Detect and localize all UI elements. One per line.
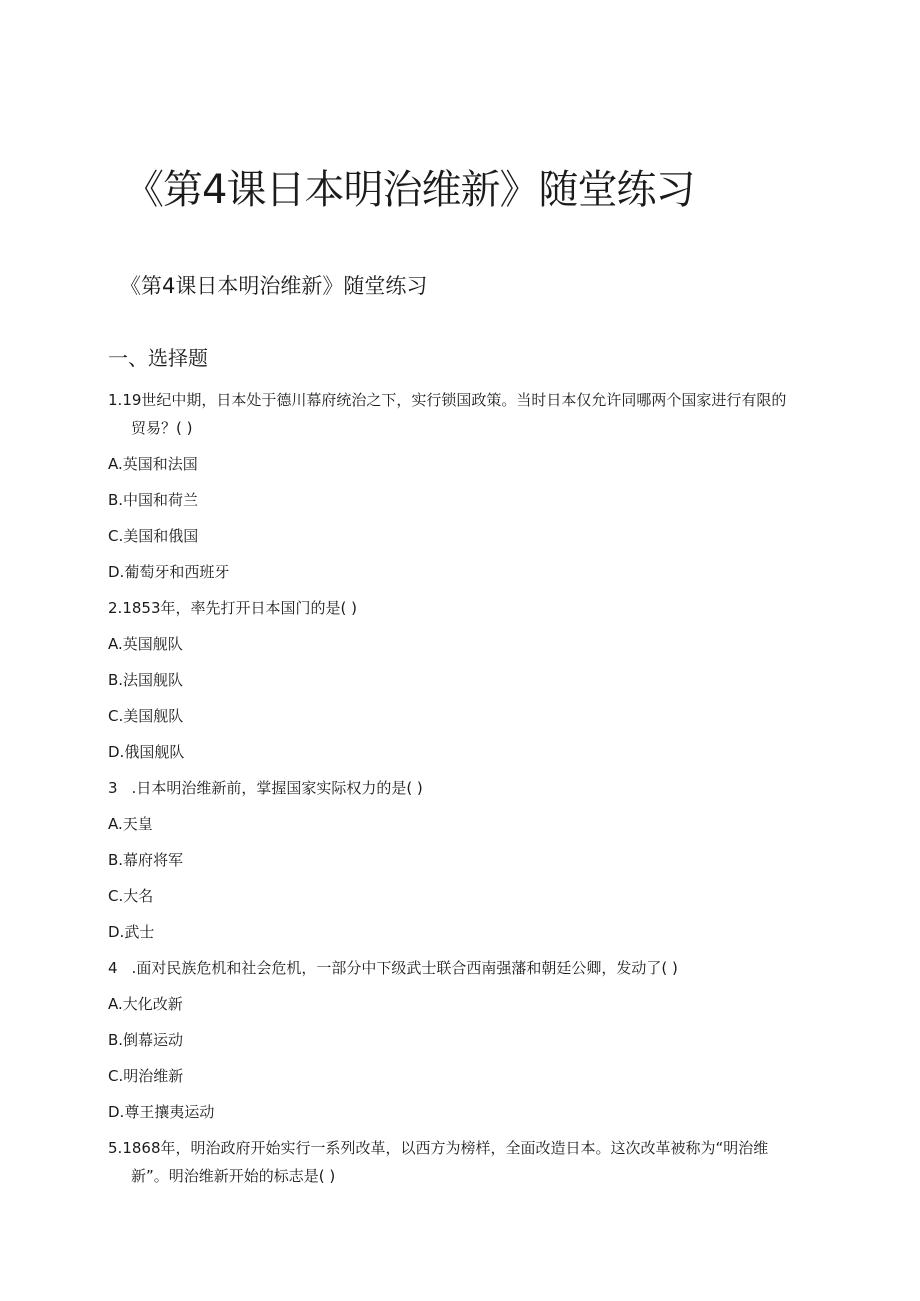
question-number: 2.	[108, 599, 123, 617]
option-c: C.大名	[108, 887, 154, 905]
question-stem	[108, 594, 828, 622]
option-c: C.美国和俄国	[108, 527, 199, 545]
option-a: A.天皇	[108, 815, 153, 833]
question-1	[108, 386, 828, 586]
option-a: A.英国舰队	[108, 635, 183, 653]
option-d: D.尊王攘夷运动	[108, 1103, 215, 1121]
question-4	[108, 954, 828, 1126]
question-stem	[108, 954, 828, 982]
sub-title: 《第4课日本明治维新》随堂练习	[120, 274, 428, 298]
question-text-line2: 新”。明治维新开始的标志是( )	[131, 1167, 336, 1185]
question-3	[108, 774, 828, 946]
question-text-line1: .日本明治维新前，掌握国家实际权力的是( )	[131, 779, 423, 797]
question-text-line1: 1868年，明治政府开始实行一系列改革，以西方为榜样，全面改造日本。这次改革被称为“明治维	[122, 1139, 769, 1157]
section-heading: 一、选择题	[108, 346, 208, 370]
option-a: A.大化改新	[108, 995, 183, 1013]
question-5	[108, 1134, 828, 1190]
option-d: D.葡萄牙和西班牙	[108, 563, 230, 581]
question-text-line1: 19世纪中期，日本处于德川幕府统治之下，实行锁国政策。当时日本仅允许同哪两个国家进行有限的	[122, 391, 787, 409]
question-stem	[108, 1134, 828, 1190]
question-text-line1: 1853年，率先打开日本国门的是( )	[122, 599, 357, 617]
question-text-line1: .面对民族危机和社会危机，一部分中下级武士联合西南强藩和朝廷公卿，发动了( )	[131, 959, 678, 977]
question-2	[108, 594, 828, 766]
question-number: 5.	[108, 1139, 123, 1157]
option-b: B.倒幕运动	[108, 1031, 184, 1049]
question-stem	[108, 774, 828, 802]
option-b: B.幕府将军	[108, 851, 184, 869]
option-d: D.武士	[108, 923, 155, 941]
option-b: B.法国舰队	[108, 671, 184, 689]
question-number: 1.	[108, 391, 123, 409]
option-d: D.俄国舰队	[108, 743, 185, 761]
option-b: B.中国和荷兰	[108, 491, 199, 509]
option-c: C.美国舰队	[108, 707, 184, 725]
option-c: C.明治维新	[108, 1067, 184, 1085]
question-text-line2: 贸易？( )	[131, 419, 193, 437]
question-number: 4	[108, 959, 118, 977]
question-number: 3	[108, 779, 118, 797]
question-stem	[108, 386, 828, 442]
option-a: A.英国和法国	[108, 455, 198, 473]
question-list	[108, 386, 828, 1198]
main-title: 《第4课日本明治维新》随堂练习	[124, 167, 695, 213]
